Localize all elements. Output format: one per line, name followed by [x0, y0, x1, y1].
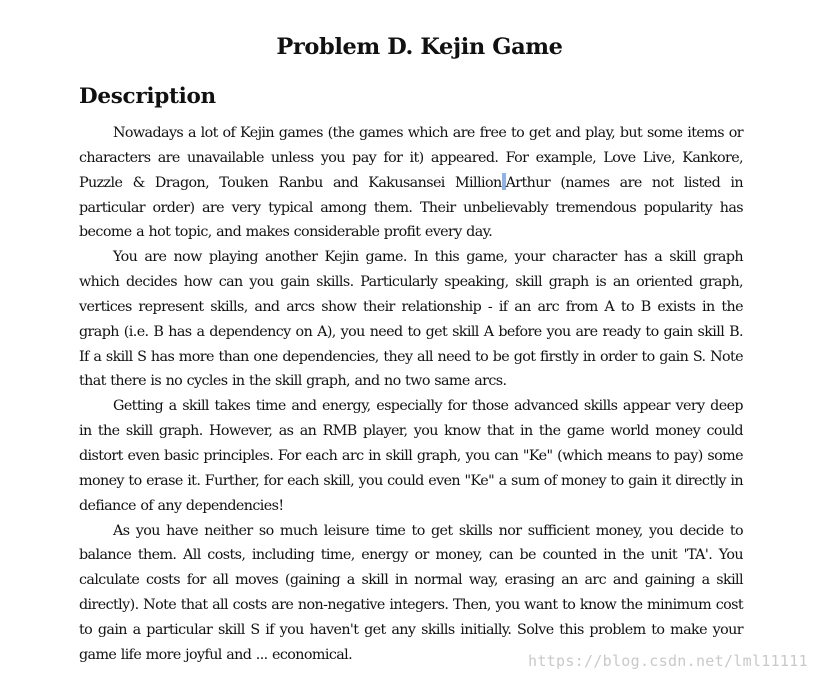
paragraph-2: You are now playing another Kejin game. In this game, your character has a skill graph which decides how can you gain skills. Particularly speaking, skill graph is an oriented graph, vertices represent skills, and arcs show their relationship - if an arc from A to B exists in the graph (i.e. B has a dependency on A), you need to get skill A before you are ready to gain skill B. If a skill S has more than one dependencies, they all need to be got firstly in order to gain S. Note that there is no cycles in the skill graph, and no two same arcs.: [79, 249, 743, 390]
paragraph-3: Getting a skill takes time and energy, especially for those advanced skills appear very deep in the skill graph. However, as an RMB player, you know that in the game world money could distort even basic principles. For each arc in skill graph, you can "Ke" (which means to pay) some money to erase it. Further, for each skill, you could even "Ke" a sum of money to gain it directly in defiance of any dependencies!: [79, 398, 743, 514]
paragraph-1-text-end: Arthur (names are not listed in particular order) are very typical among them. Their unbelievably tremendous popularity has become a hot topic, and makes considerable profit every day.: [79, 174, 743, 241]
paragraph-1: [79, 121, 743, 245]
problem-title: Problem D. Kejin Game: [276, 34, 563, 60]
watermark-url: https://blog.csdn.net/lml11111: [528, 652, 808, 670]
paragraph-1-text-start: Nowadays a lot of Kejin games (the games which are free to get and play, but some items or characters are unavailable unless you pay for it) appeared. For example, Love Live, Kankore, Puzzle & Dragon, Touken Ranbu and Kakusansei Million: [79, 125, 743, 191]
paragraph-4: As you have neither so much leisure time to get skills nor sufficient money, you decide to balance them. All costs, including time, energy or money, can be counted in the unit 'TA'. You calculate costs for all moves (gaining a skill in normal way, erasing an arc and gaining a skill directly). Note that all costs are non-negative integers. Then, you want to know the minimum cost to gain a particular skill S if you haven't get any skills initially. Solve this problem to make your game life more joyful and ... economical.: [79, 522, 743, 663]
description-body: [79, 121, 743, 668]
section-heading-description: Description: [79, 84, 216, 109]
